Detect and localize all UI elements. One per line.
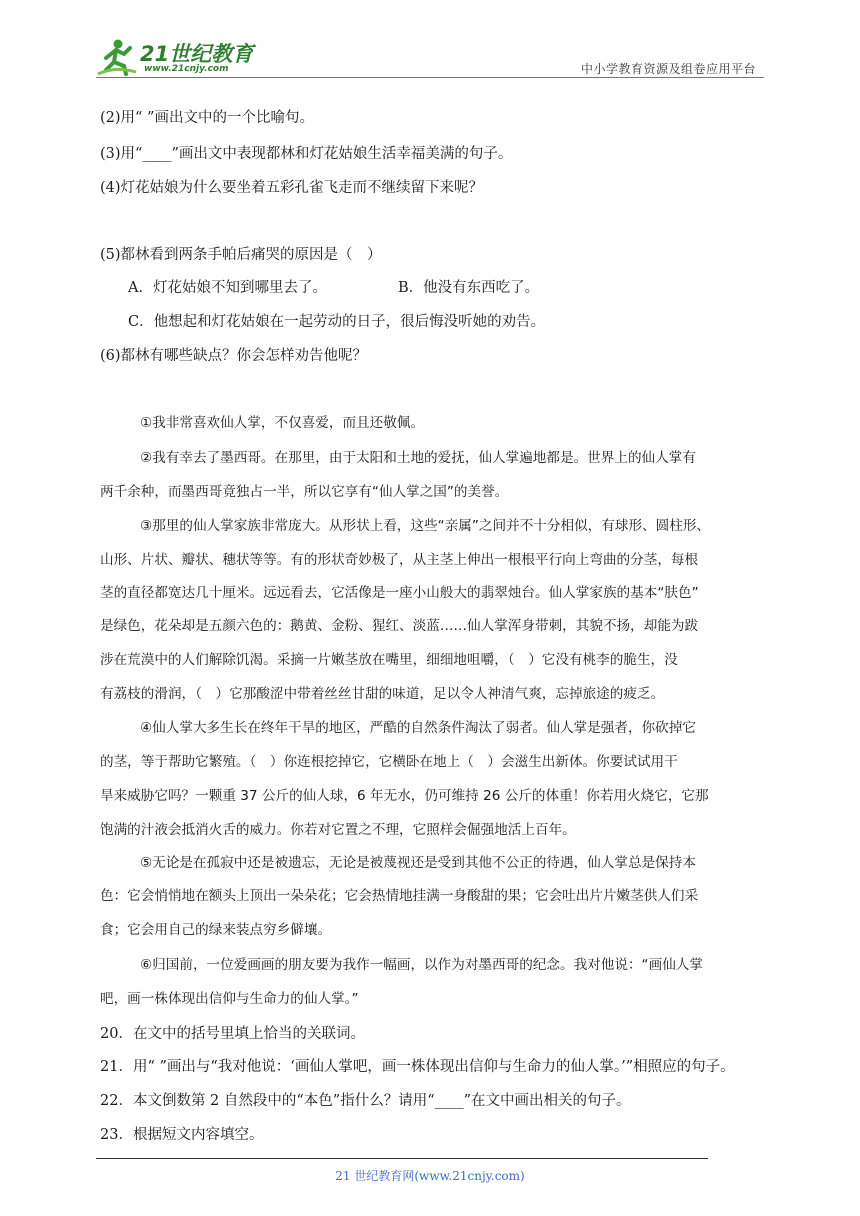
header-divider bbox=[96, 77, 764, 78]
question-22: 22．本文倒数第 2 自然段中的“本色”指什么？请用“____”在文中画出相关的句子。 bbox=[100, 1093, 631, 1109]
question-4: (4)灯花姑娘为什么要坐着五彩孔雀飞走而不继续留下来呢？ bbox=[100, 180, 484, 196]
passage-line: 茎的直径都宽达几十厘米。远远看去，它活像是一座小山般大的翡翠烛台。仙人掌家族的基本“肤色” bbox=[100, 585, 699, 601]
option-c: C．他想起和灯花姑娘在一起劳动的日子，很后悔没听她的劝告。 bbox=[128, 314, 546, 330]
logo-wordmark: 21世纪教育 bbox=[140, 42, 254, 66]
passage-line: 有荔枝的滑润，（ ）它那酸涩中带着丝丝甘甜的味道，足以令人神清气爽，忘掉旅途的疲乏。 bbox=[100, 686, 665, 702]
passage-line: 色：它会悄悄地在额头上顶出一朵朵花；它会热情地挂满一身酸甜的果；它会吐出片片嫩茎供人们采 bbox=[100, 888, 699, 904]
question-3: (3)用“____”画出文中表现都林和灯花姑娘生活幸福美满的句子。 bbox=[100, 146, 513, 162]
footer-divider bbox=[96, 1158, 708, 1159]
passage-line: ⑤无论是在孤寂中还是被遗忘，无论是被蔑视还是受到其他不公正的待遇，仙人掌总是保持本 bbox=[140, 855, 696, 871]
option-a: A．灯花姑娘不知到哪里去了。 bbox=[128, 280, 327, 296]
question-21: 21．用“ ”画出与“我对他说：‘画仙人掌吧，画一株体现出信仰与生命力的仙人掌。’”相照应的句子。 bbox=[100, 1059, 735, 1075]
passage-line: ⑥归国前，一位爱画画的朋友要为我作一幅画，以作为对墨西哥的纪念。我对他说：“画仙人掌 bbox=[140, 957, 703, 973]
page-header bbox=[96, 36, 764, 80]
passage-line: ④仙人掌大多生长在终年干旱的地区，严酷的自然条件淘汰了弱者。仙人掌是强者，你砍掉它 bbox=[140, 720, 696, 736]
passage-line: 饱满的汁液会抵消火舌的威力。你若对它置之不理，它照样会倔强地活上百年。 bbox=[100, 822, 576, 838]
passage-line: 两千余种，而墨西哥竟独占一半，所以它享有“仙人掌之国”的美誉。 bbox=[100, 484, 509, 500]
site-logo bbox=[96, 36, 266, 80]
passage-line: ③那里的仙人掌家族非常庞大。从形状上看，这些“亲属”之间并不十分相似，有球形、圆柱形、 bbox=[140, 518, 711, 534]
passage-line: 山形、片状、瓣状、穗状等等。有的形状奇妙极了，从主茎上伸出一根根平行向上弯曲的分茎，每根 bbox=[100, 552, 699, 568]
passage-line: 食；它会用自己的绿来装点穷乡僻壤。 bbox=[100, 922, 332, 938]
question-6: (6)都林有哪些缺点？你会怎样劝告他呢？ bbox=[100, 348, 368, 364]
passage-line: ①我非常喜欢仙人掌，不仅喜爱，而且还敬佩。 bbox=[140, 415, 425, 431]
question-5: (5)都林看到两条手帕后痛哭的原因是（ ） bbox=[100, 247, 382, 263]
question-23: 23．根据短文内容填空。 bbox=[100, 1127, 264, 1143]
question-2: (2)用“ ”画出文中的一个比喻句。 bbox=[100, 110, 314, 126]
platform-title: 中小学教育资源及组卷应用平台 bbox=[580, 62, 756, 76]
passage-line: 旱来威胁它吗？一颗重 37 公斤的仙人球，6 年无水，仍可维持 26 公斤的体重！你若用火烧它，它那 bbox=[100, 788, 709, 804]
passage-line: 涉在荒漠中的人们解除饥渴。采摘一片嫩茎放在嘴里，细细地咀嚼，（ ）它没有桃李的脆生，没 bbox=[100, 652, 678, 668]
question-20: 20．在文中的括号里填上恰当的关联词。 bbox=[100, 1026, 365, 1042]
option-b: B．他没有东西吃了。 bbox=[398, 280, 540, 296]
passage-line: 的茎，等于帮助它繁殖。（ ）你连根挖掉它，它横卧在地上（ ）会滋生出新体。你要试试用干 bbox=[100, 754, 678, 770]
passage-line: ②我有幸去了墨西哥。在那里，由于太阳和土地的爱抚，仙人掌遍地都是。世界上的仙人掌有 bbox=[140, 450, 696, 466]
passage-line: 是绿色，花朵却是五颜六色的：鹅黄、金粉、猩红、淡蓝……仙人掌浑身带刺，其貌不扬，却能为跋 bbox=[100, 618, 699, 634]
page-footer: 21 世纪教育网(www.21cnjy.com) bbox=[335, 1169, 525, 1183]
logo-url: www.21cnjy.com bbox=[144, 64, 229, 74]
passage-line: 吧，画一株体现出信仰与生命力的仙人掌。” bbox=[100, 991, 359, 1007]
